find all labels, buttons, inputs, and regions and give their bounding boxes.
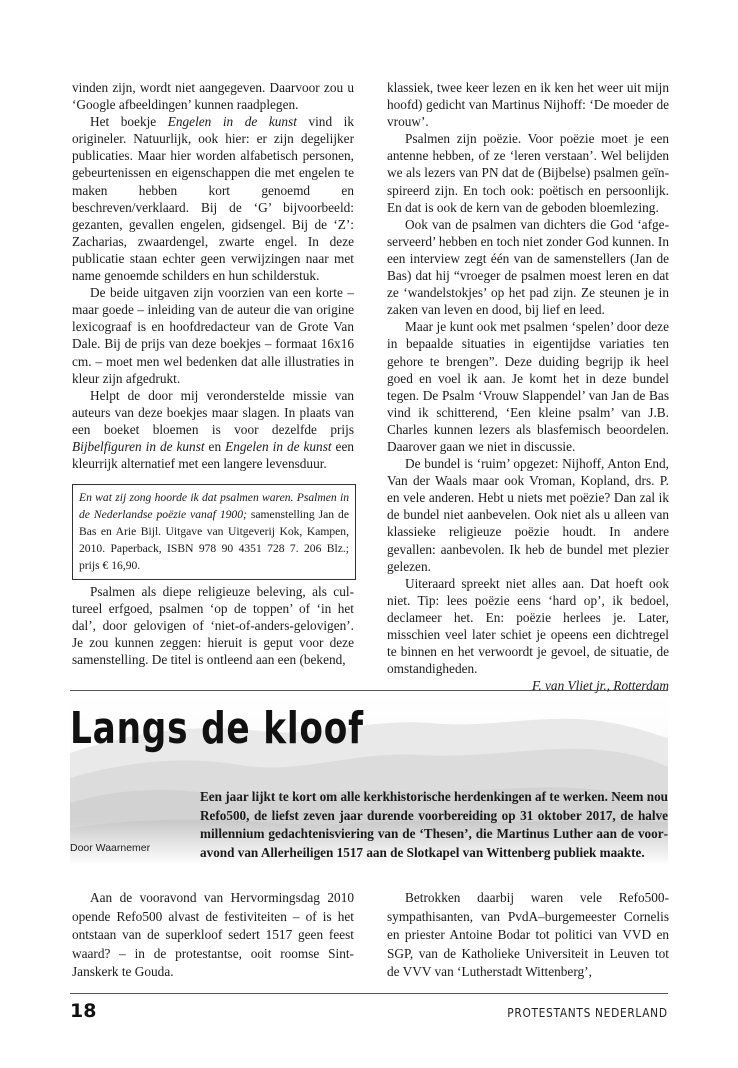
paragraph: vinden zijn, wordt niet aangegeven. Daarvoor zou u ‘Google afbeeldingen’ kunnen raadplegen. (72, 80, 354, 113)
author-signature: F. van Vliet jr., Rotterdam (531, 678, 669, 694)
page-number: 18 (70, 1000, 97, 1022)
paragraph: Psalmen als diepe religieuze beleving, als cultureel erfgoed, psalmen ‘op de toppen’ of ‘in het dal’, door gelovigen of ‘niet-of-anders-gelovigen’. Je zou kunnen zeggen: hieruit is geput voor deze samenstelling. De titel is ontleend aan een (bekend, (72, 584, 354, 668)
paragraph: De bundel is ‘ruim’ opgezet: Nijhoff, Anton End, Van der Waals maar ook Vroman, Kopland, drs. P. en vele anderen. Hebt u niets met poëzie? Dan zal ik de bundel niet aanbevelen. Ook niet als u alleen van klassieke religieuze poëzie houdt. In andere gevallen: aanbevolen. Ik heb de bundel met plezier gelezen. (387, 456, 669, 574)
right-column (387, 79, 669, 694)
book-title: En wat zij zong hoorde ik dat psalmen waren. Psalmen in de Nederlandse poëzie vanaf 1900; (79, 491, 349, 522)
book-title: Engelen in de kunst (225, 438, 332, 454)
paragraph: Het boekje Engelen in de kunst vind ik origineler. Natuurlijk, ook hier: er zijn degelijker publicaties. Maar hier worden alfabetisch personen, gebeurtenissen en eigenschappen die met engelen te maken hebben kort genoemd en beschreven/verklaard. Bij de ‘G’ bijvoorbeeld: gezanten, gevallen engelen, gidsengel. Bij de ‘Z’: Zacharias, zwaardengel, zwarte engel. In deze publicatie staan echter geen verwijzingen naar met name genoemde schilders en hun schilderstuk. (72, 114, 354, 284)
paragraph: De beide uitgaven zijn voorzien van een korte – maar goede – inleiding van de auteur die van origine lexicograaf is en hoofdredacteur van de Grote Van Dale. Bij de prijs van deze boekjes – formaat 16x16 cm. – moet men wel bedenken dat alle illustraties in kleur zijn afgedrukt. (72, 285, 354, 386)
paragraph: Betrokken daarbij waren vele Refo500-sympathisanten, van PvdA–burgemeester Cornelis en priester Antoine Bodar tot politici van VVD en SGP, van de Katholieke Universiteit in Leuven tot de VVV van ‘Lutherstadt Wittenberg’, (387, 890, 669, 979)
book-title: Engelen in de kunst (167, 114, 297, 130)
left-column-continued (72, 583, 354, 668)
article-body-right (387, 889, 669, 982)
article-lead: Een jaar lijkt te kort om alle kerkhistorische herdenkingen af te werken. Neem nou Refo500, de liefst zeven jaar durende voorbereiding op 31 oktober 2017, de halve millennium gedachtenisviering van de ‘Thesen’, die Martinus Luther aan de vooravond van Allerheiligen 1517 aan de Slotkapel van Wittenberg publiek maakte. (200, 789, 668, 860)
book-info-box (72, 484, 356, 580)
book-details: samenstelling Jan de Bas en Arie Bijl. Uitgave van Uitgeverij Kok, Kampen, 2010. Paperback, ISBN 978 90 4351 728 7. 206 Blz.; prijs € 16,90. (79, 508, 349, 573)
article-body-left (72, 889, 354, 982)
article-headline: Langs de kloof (70, 703, 364, 754)
article-byline: Door Waarnemer (70, 842, 151, 854)
book-title: Bijbelfiguren in de kunst (72, 438, 205, 454)
footer-divider (70, 993, 668, 994)
paragraph: Aan de vooravond van Hervormingsdag 2010 opende Refo500 alvast de festiviteiten – of is het ontstaan van de superkloof sedert 1517 geen feest waard? – in de protestantse, ooit roomse Sint-Janskerk te Gouda. (72, 890, 354, 979)
left-column (72, 79, 354, 472)
paragraph: klassiek, twee keer lezen en ik ken het weer uit mijn hoofd) gedicht van Martinus Nijhoff: ‘De moeder de vrouw’. (387, 80, 669, 130)
paragraph: Maar je kunt ook met psalmen ‘spelen’ door deze in bepaalde situaties in eigentijdse variaties ten gehore te brengen”. Deze duiding begrijp ik heel goed en voel ik aan. Je komt het in deze bundel tegen. De Psalm ‘Vrouw Slappendel’ van Jan de Bas vind ik schitterend, ‘Een kleine psalm’ van J.B. Charles kunnen lezers als blasfemisch beoordelen. Daarover gaan we niet in discussie. (387, 319, 669, 454)
paragraph: Helpt de door mij veronderstelde missie van auteurs van deze boekjes maar slagen. In plaats van een boeket bloemen is voor dezelfde prijs Bijbelfiguren in de kunst en Engelen in de kunst een kleurrijk alternatief met een langere levensduur. (72, 387, 354, 472)
paragraph: Ook van de psalmen van dichters die God ‘afgeserveerd’ hebben en toch niet zonder God kunnen. In een interview zegt één van de samenstellers (Jan de Bas) dat hij “vroeger de psalmen moest leren en dat ze ‘wandelstokjes’ op het pad zijn. Ze steunen je in zaken van leven en dood, bij lief en leed. (387, 216, 669, 318)
paragraph: Uiteraard spreekt niet alles aan. Dat hoeft ook niet. Tip: lees poëzie eens ‘hard op’, ik bedoel, declameer het. En: poëzie herlees je. Later, misschien veel later schiet je opeens een dichtregel te binnen en het verwoordt je gevoel, de situatie, de omstandigheden. (387, 575, 669, 677)
section-divider (70, 690, 668, 691)
paragraph: Psalmen zijn poëzie. Voor poëzie moet je een antenne hebben, of ze ‘leren verstaan’. Wel belijden we als lezers van PN dat de (Bijbelse) psalmen geïnspireerd zijn. En toch ook: poëtisch en persoonlijk. En dat is ook de kern van de geboden bloemlezing. (387, 131, 669, 215)
magazine-name: PROTESTANTS NEDERLAND (507, 1005, 668, 1020)
